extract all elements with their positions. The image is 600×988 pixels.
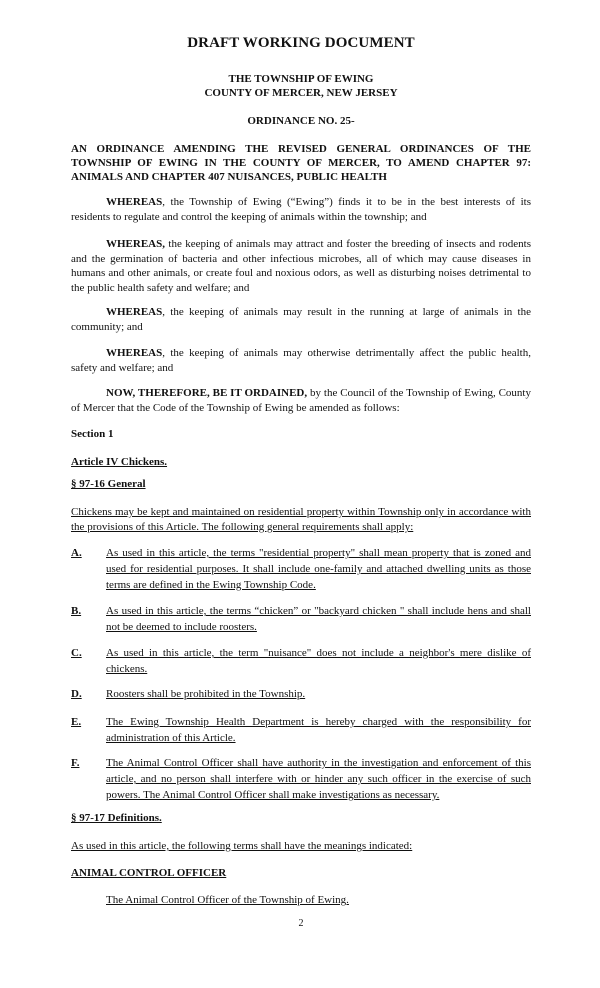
now-therefore-lead: NOW, THEREFORE, BE IT ORDAINED, <box>106 387 308 399</box>
ordinance-title: AN ORDINANCE AMENDING THE REVISED GENERAL ORDINANCES OF THE TOWNSHIP OF EWING IN THE COUNTY OF MERCER, TO AMEND CHAPTER 97: ANIMALS AND CHAPTER 407 NUISANCES, PUBLIC HEALTH <box>71 143 531 183</box>
item-letter: D. <box>71 688 82 700</box>
section-heading: Section 1 <box>71 428 114 440</box>
definition-term-animal-control-officer: ANIMAL CONTROL OFFICER <box>71 867 227 879</box>
page-number: 2 <box>298 918 304 929</box>
item-text: The Animal Control Officer shall have authority in the investigation and enforcement of this article, and no person shall interfere with or hinder any such officer in the exercise of such powers. The Animal Control Officer shall make investigations as necessary. <box>106 757 531 801</box>
whereas-paragraph-3 <box>71 305 531 334</box>
ordinance-number: ORDINANCE NO. 25- <box>247 115 355 127</box>
whereas-lead: WHEREAS <box>106 196 163 208</box>
document-header-title: DRAFT WORKING DOCUMENT <box>187 35 415 51</box>
item-letter: C. <box>71 647 82 659</box>
whereas-text: , the keeping of animals may otherwise detrimentally affect the public health, safety and welfare; and <box>71 347 531 374</box>
whereas-lead: WHEREAS <box>106 306 163 318</box>
item-letter: E. <box>71 716 82 728</box>
now-therefore-text: by the Council of the Township of Ewing, County of Mercer that the Code of the Township of Ewing be amended as follows: <box>71 387 531 414</box>
item-text: As used in this article, the terms “chicken” or "backyard chicken " shall include hens and shall not be deemed to include roosters. <box>106 605 531 633</box>
whereas-lead: WHEREAS <box>106 347 163 359</box>
item-text: As used in this article, the terms "residential property" shall mean property that is zoned and used for residential purposes. It shall include one-family and attached dwelling units as those terms are defined in the Ewing Township Code. <box>106 547 531 591</box>
item-letter: F. <box>71 757 80 769</box>
definitions-intro: As used in this article, the following terms shall have the meanings indicated: <box>71 840 413 852</box>
whereas-paragraph-1 <box>71 195 531 224</box>
article-heading: Article IV Chickens. <box>71 456 168 468</box>
item-letter: A. <box>71 547 82 559</box>
item-text: The Ewing Township Health Department is hereby charged with the responsibility for administration of this Article. <box>106 716 531 744</box>
item-letter: B. <box>71 605 82 617</box>
definitions-heading: § 97-17 Definitions. <box>71 812 162 824</box>
township-line-1: THE TOWNSHIP OF EWING <box>228 73 374 85</box>
now-therefore-paragraph <box>71 386 531 415</box>
whereas-text: , the Township of Ewing (“Ewing”) finds it to be in the best interests of its residents to regulate and control the keeping of animals within the township; and <box>71 196 531 223</box>
item-text: As used in this article, the term "nuisance" does not include a neighbor's mere dislike of chickens. <box>106 647 531 675</box>
general-intro: Chickens may be kept and maintained on residential property within Township only in accordance with the provisions of this Article. The following general requirements shall apply: <box>71 506 531 533</box>
definition-text-animal-control-officer: The Animal Control Officer of the Township of Ewing. <box>106 894 349 906</box>
township-line-2: COUNTY OF MERCER, NEW JERSEY <box>204 87 398 99</box>
whereas-text: , the keeping of animals may result in the running at large of animals in the community; and <box>71 306 531 333</box>
whereas-paragraph-4 <box>71 346 531 375</box>
item-text: Roosters shall be prohibited in the Township. <box>106 688 306 700</box>
whereas-text: the keeping of animals may attract and foster the breeding of insects and rodents and the germination of bacteria and other infectious microbes, all of which may cause diseases in humans and other animals, or create foul and noxious odors, as well as disturbing noises detrimental to the public health safety and welfare; and <box>71 238 531 294</box>
whereas-paragraph-2 <box>71 237 531 295</box>
general-heading: § 97-16 General <box>71 478 146 490</box>
whereas-lead: WHEREAS, <box>106 238 165 250</box>
